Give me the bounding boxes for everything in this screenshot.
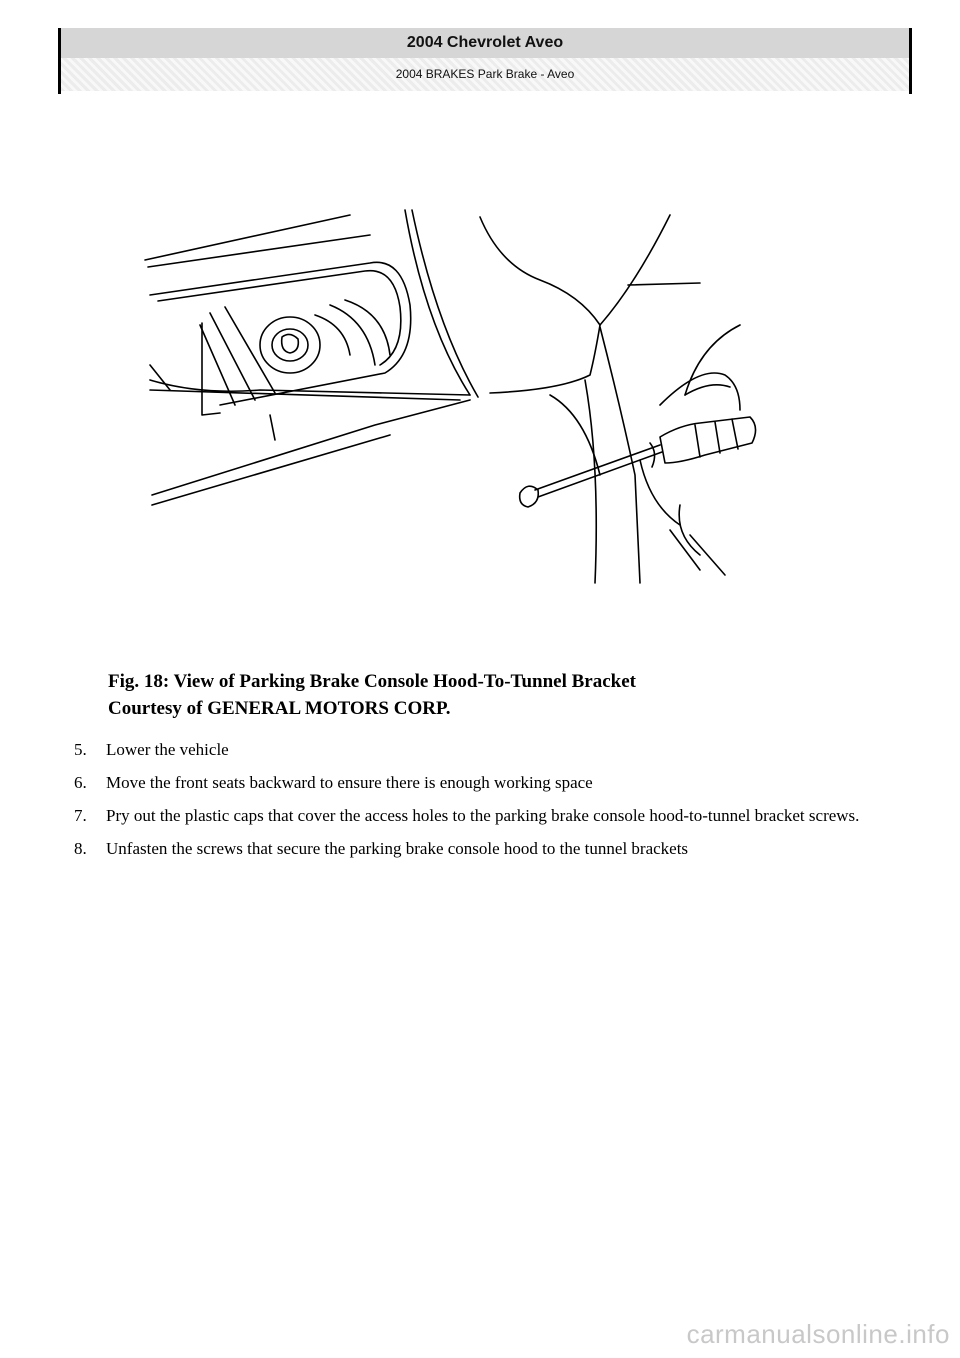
- header-title: 2004 Chevrolet Aveo: [61, 28, 909, 58]
- step-number: 7.: [74, 806, 87, 825]
- figure-caption: [108, 668, 868, 722]
- header-subtitle: 2004 BRAKES Park Brake - Aveo: [61, 58, 909, 91]
- step-number: 6.: [74, 773, 87, 792]
- list-item: [72, 803, 902, 829]
- parking-brake-illustration: [140, 205, 760, 590]
- procedure-steps: [72, 737, 902, 869]
- step-text: Lower the vehicle: [106, 740, 229, 759]
- list-item: [72, 836, 902, 862]
- screwdriver-icon: [535, 417, 756, 497]
- list-item: [72, 737, 902, 763]
- caption-credit: Courtesy of GENERAL MOTORS CORP.: [108, 698, 451, 719]
- plastic-cap: [260, 317, 320, 373]
- step-text: Unfasten the screws that secure the parking brake console hood to the tunnel brackets: [106, 839, 689, 858]
- list-item: [72, 770, 902, 796]
- step-text: Move the front seats backward to ensure there is enough working space: [106, 773, 593, 792]
- site-watermark: carmanualsonline.info: [686, 1319, 950, 1349]
- step-number: 8.: [74, 839, 87, 858]
- step-text: Pry out the plastic caps that cover the access holes to the parking brake console hood-to-tunnel bracket screws.: [106, 806, 860, 825]
- step-number: 5.: [74, 740, 87, 759]
- caption-title: Fig. 18: View of Parking Brake Console Hood-To-Tunnel Bracket: [108, 671, 636, 692]
- page-header: [58, 28, 912, 94]
